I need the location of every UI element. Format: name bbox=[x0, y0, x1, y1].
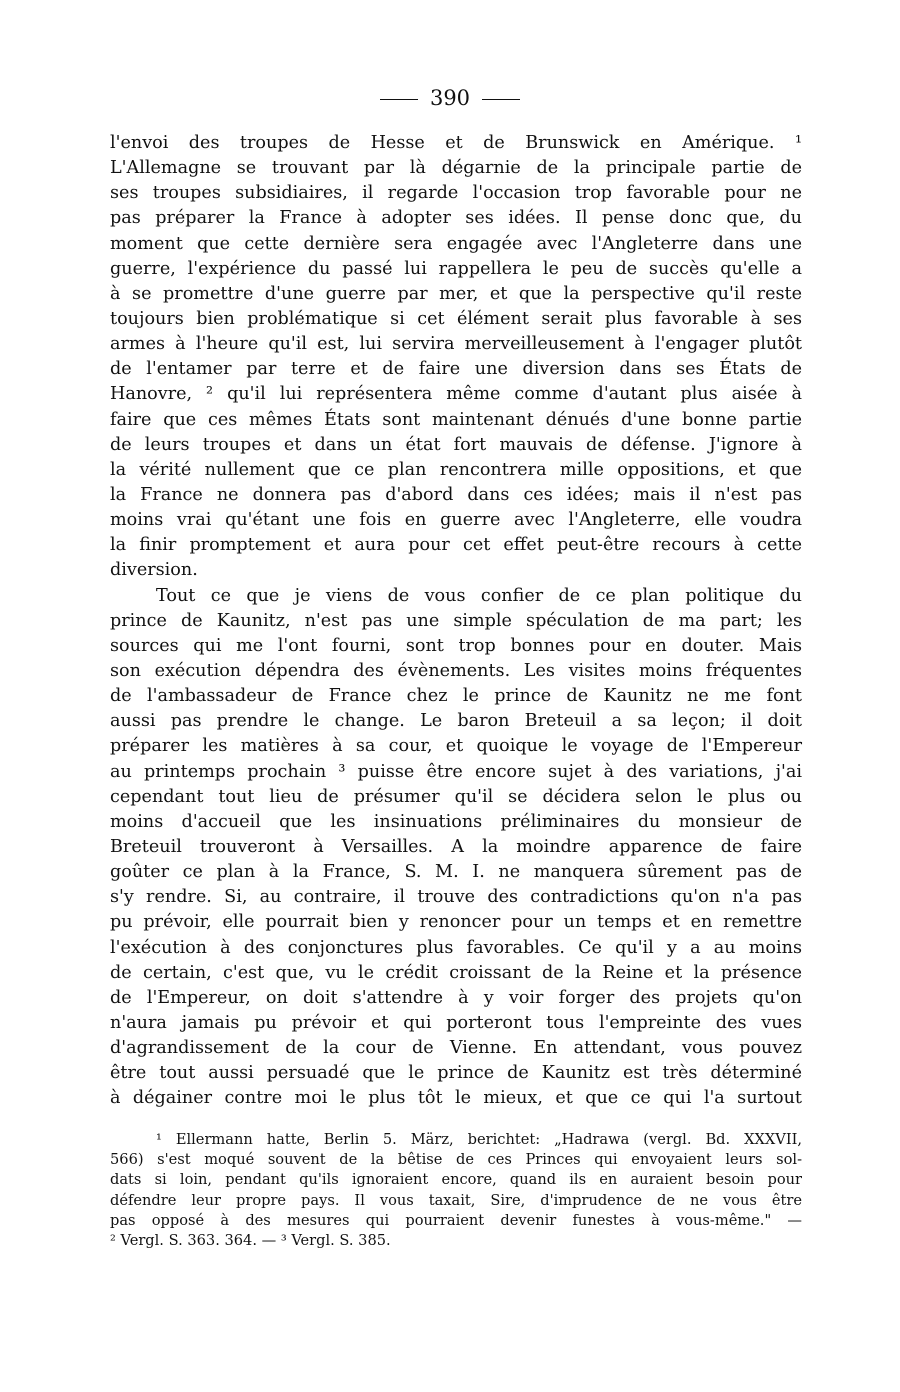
body-line: de certain, c'est que, vu le crédit croissant de la Reine et la présence bbox=[110, 962, 802, 983]
body-line: aussi pas prendre le change. Le baron Breteuil a sa leçon; il doit bbox=[110, 711, 802, 732]
body-line: à se promettre d'une guerre par mer, et que la perspective qu'il reste bbox=[110, 283, 802, 304]
body-line: moins vrai qu'étant une fois en guerre avec l'Angleterre, elle voudra bbox=[110, 510, 802, 531]
body-line: de leurs troupes et dans un état fort mauvais de défense. J'ignore à bbox=[110, 434, 802, 455]
footnote-line: pas opposé à des mesures qui pourraient devenir funestes à vous-même." — bbox=[110, 1211, 802, 1229]
body-line: l'exécution à des conjonctures plus favorables. Ce qu'il y a au moins bbox=[110, 937, 802, 958]
footnote-line: ² Vergl. S. 363. 364. — ³ Vergl. S. 385. bbox=[110, 1231, 391, 1249]
footnotes bbox=[110, 1130, 802, 1251]
body-line: de l'Empereur, on doit s'attendre à y voir forger des projets qu'on bbox=[110, 987, 802, 1008]
body-line: s'y rendre. Si, au contraire, il trouve des contradictions qu'on n'a pas bbox=[110, 887, 802, 908]
body-line: diversion. bbox=[110, 560, 198, 581]
body-line: armes à l'heure qu'il est, lui servira merveilleusement à l'engager plutôt bbox=[110, 334, 802, 355]
body-line: ses troupes subsidiaires, il regarde l'occasion trop favorable pour ne bbox=[110, 183, 802, 204]
body-line: goûter ce plan à la France, S. M. I. ne manquera sûrement pas de bbox=[110, 862, 802, 883]
footnote-line: 566) s'est moqué souvent de la bêtise de ces Princes qui envoyaient leurs sol- bbox=[110, 1151, 802, 1169]
page-header bbox=[0, 86, 900, 110]
body-line: guerre, l'expérience du passé lui rappellera le peu de succès qu'elle a bbox=[110, 258, 802, 279]
body-line: moment que cette dernière sera engagée avec l'Angleterre dans une bbox=[110, 233, 802, 254]
body-line: toujours bien problématique si cet élément serait plus favorable à ses bbox=[110, 308, 802, 329]
body-line: l'envoi des troupes de Hesse et de Brunswick en Amérique. ¹ bbox=[110, 133, 802, 153]
body-line: moins d'accueil que les insinuations préliminaires du monsieur de bbox=[110, 811, 802, 832]
body-line: n'aura jamais pu prévoir et qui porteront tous l'empreinte des vues bbox=[110, 1012, 802, 1033]
body-line: de l'ambassadeur de France chez le prince de Kaunitz ne me font bbox=[110, 686, 802, 707]
footnote-line: défendre leur propre pays. Il vous taxait, Sire, d'imprudence de ne vous être bbox=[110, 1191, 802, 1209]
body-line: Hanovre, ² qu'il lui représentera même comme d'autant plus aisée à bbox=[110, 384, 802, 405]
footnote-line: dats si loin, pendant qu'ils ignoraient encore, quand ils en auraient besoin pour bbox=[110, 1171, 802, 1189]
body-line: pu prévoir, elle pourrait bien y renoncer pour un temps et en remettre bbox=[110, 912, 802, 933]
body-line: pas préparer la France à adopter ses idées. Il pense donc que, du bbox=[110, 208, 802, 229]
body-line: de l'entamer par terre et de faire une diversion dans ses États de bbox=[110, 359, 802, 380]
body-text bbox=[110, 131, 802, 1111]
body-line: faire que ces mêmes États sont maintenant dénués d'une bonne partie bbox=[110, 409, 802, 430]
body-line: Breteuil trouveront à Versailles. A la moindre apparence de faire bbox=[110, 836, 802, 857]
body-line: sources qui me l'ont fourni, sont trop bonnes pour en douter. Mais bbox=[110, 635, 802, 656]
body-line: prince de Kaunitz, n'est pas une simple spéculation de ma part; les bbox=[110, 610, 802, 631]
body-line: la France ne donnera pas d'abord dans ces idées; mais il n'est pas bbox=[110, 484, 802, 505]
body-line: cependant tout lieu de présumer qu'il se décidera selon le plus ou bbox=[110, 786, 802, 807]
body-line: Tout ce que je viens de vous confier de ce plan politique du bbox=[156, 585, 802, 606]
body-line: la vérité nullement que ce plan rencontrera mille oppositions, et que bbox=[110, 459, 802, 480]
body-line: à dégainer contre moi le plus tôt le mieux, et que ce qui l'a surtout bbox=[110, 1088, 802, 1109]
body-line: L'Allemagne se trouvant par là dégarnie de la principale partie de bbox=[110, 158, 802, 179]
body-line: être tout aussi persuadé que le prince de Kaunitz est très déterminé bbox=[110, 1063, 802, 1084]
footnote-line: ¹ Ellermann hatte, Berlin 5. März, berichtet: „Hadrawa (vergl. Bd. XXXVII, bbox=[156, 1131, 802, 1148]
body-line: la finir promptement et aura pour cet effet peut-être recours à cette bbox=[110, 535, 802, 556]
body-line: son exécution dépendra des évènements. Les visites moins fréquentes bbox=[110, 660, 802, 681]
body-line: préparer les matières à sa cour, et quoique le voyage de l'Empereur bbox=[110, 736, 802, 757]
header-rule-left bbox=[380, 99, 418, 100]
page-number: 390 bbox=[429, 86, 471, 110]
header-rule-right bbox=[482, 99, 520, 100]
body-line: au printemps prochain ³ puisse être encore sujet à des variations, j'ai bbox=[110, 761, 802, 782]
body-line: d'agrandissement de la cour de Vienne. En attendant, vous pouvez bbox=[110, 1038, 802, 1059]
